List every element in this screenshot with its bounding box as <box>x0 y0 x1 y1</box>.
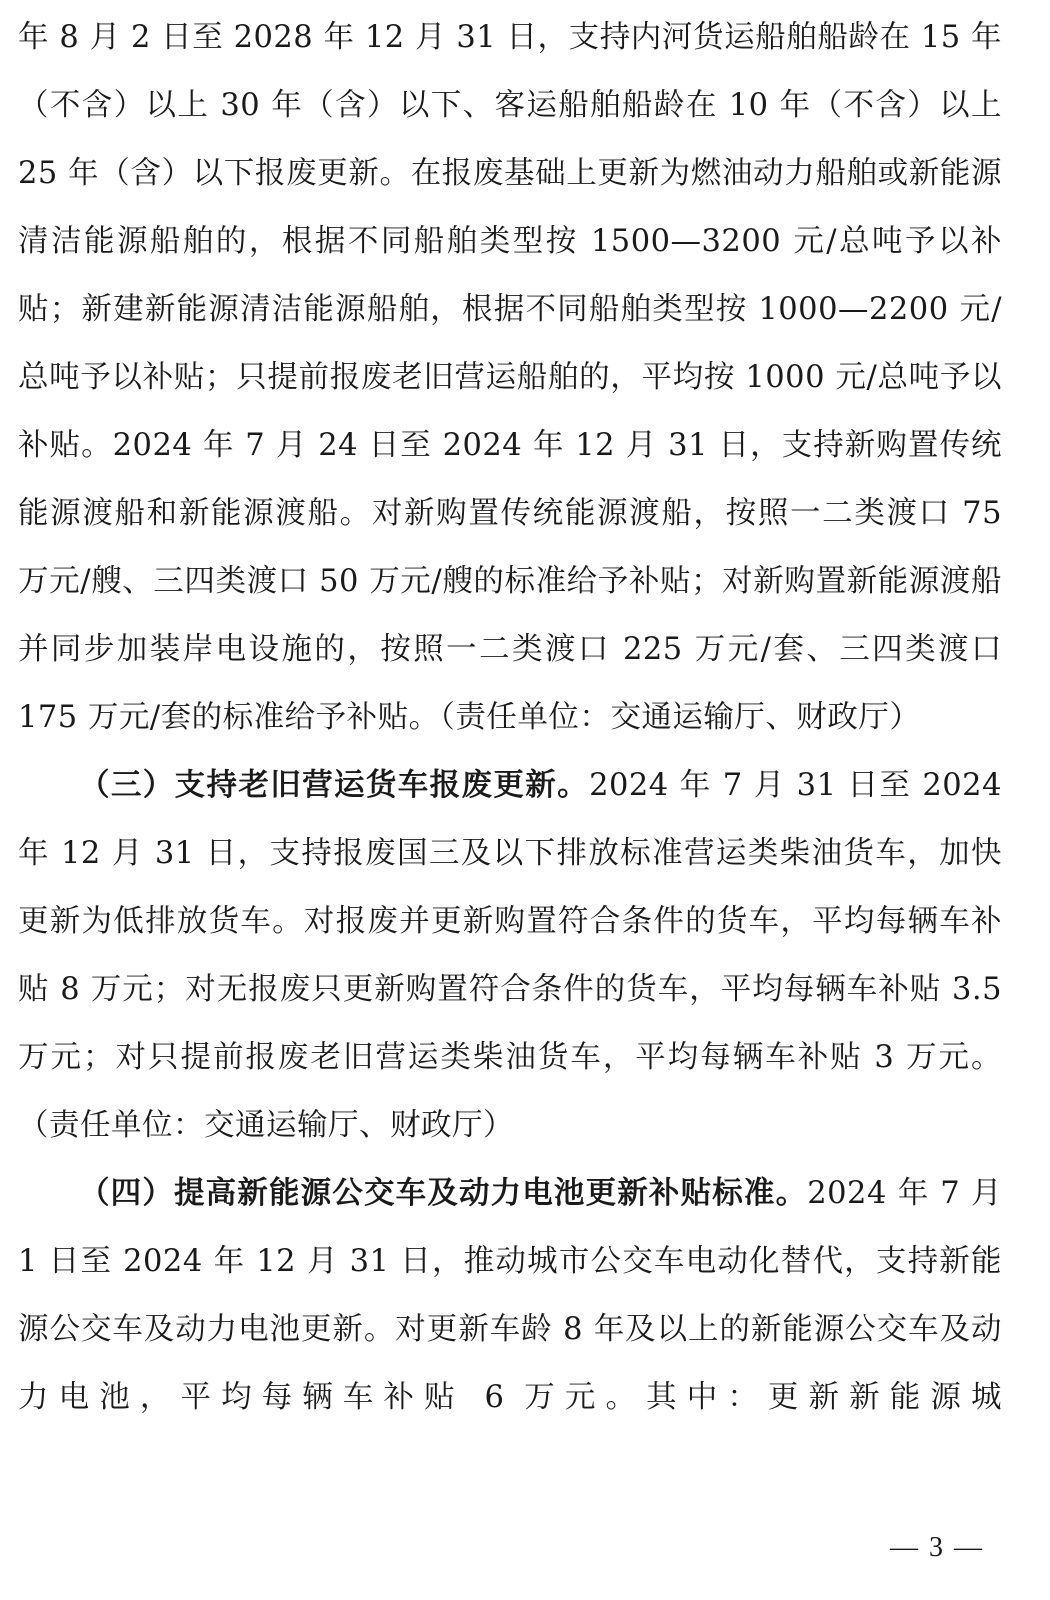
document-page <box>18 4 1002 1432</box>
section-heading-4: （四）提高新能源公交车及动力电池更新补贴标准。 <box>79 1176 808 1211</box>
paragraph-text: 2024 年 7 月 31 日至 2024 年 12 月 31 日，支持报废国三及以下排放标准营运类柴油货车，加快更新为低排放货车。对报废并更新购置符合条件的货车，平均每辆车补贴 8 万元；对无报废只更新购置符合条件的货车，平均每辆车补贴 3.5 万元；对只提前报废老旧营运类柴油货车，平均每辆车补贴 3 万元。（责任单位：交通运输厅、财政厅） <box>18 768 1002 1143</box>
paragraph-freight-truck-subsidy <box>18 752 1002 1160</box>
page-number: — 3 — <box>890 1532 984 1563</box>
paragraph-bus-battery-subsidy <box>18 1160 1002 1432</box>
section-heading-3: （三）支持老旧营运货车报废更新。 <box>79 768 590 803</box>
paragraph-text: 2024 年 7 月1 日至 2024 年 12 月 31 日，推动城市公交车电动化替代，支持新能源公交车及动力电池更新。对更新车龄 8 年及以上的新能源公交车及动力电池，平均每辆车补贴 6 万元。其中：更新新能源城 <box>18 1176 1002 1415</box>
paragraph-text: 年 8 月 2 日至 2028 年 12 月 31 日，支持内河货运船舶船龄在 15 年（不含）以上 30 年（含）以下、客运船舶船龄在 10 年（不含）以上 25 年（含）以下报废更新。在报废基础上更新为燃油动力船舶或新能源清洁能源船舶的，根据不同船舶类型按 1500—3200 元/总吨予以补贴；新建新能源清洁能源船舶，根据不同船舶类型按 1000—2200 元/总吨予以补贴；只提前报废老旧营运船舶的，平均按 1000 元/总吨予以补贴。2024 年 7 月 24 日至 2024 年 12 月 31 日，支持新购置传统能源渡船和新能源渡船。对新购置传统能源渡船，按照一二类渡口 75 万元/艘、三四类渡口 50 万元/艘的标准给予补贴；对新购置新能源渡船并同步加装岸电设施的，按照一二类渡口 225 万元/套、三四类渡口 175 万元/套的标准给予补贴。（责任单位：交通运输厅、财政厅） <box>18 20 1002 735</box>
paragraph-ship-subsidy <box>18 4 1002 752</box>
